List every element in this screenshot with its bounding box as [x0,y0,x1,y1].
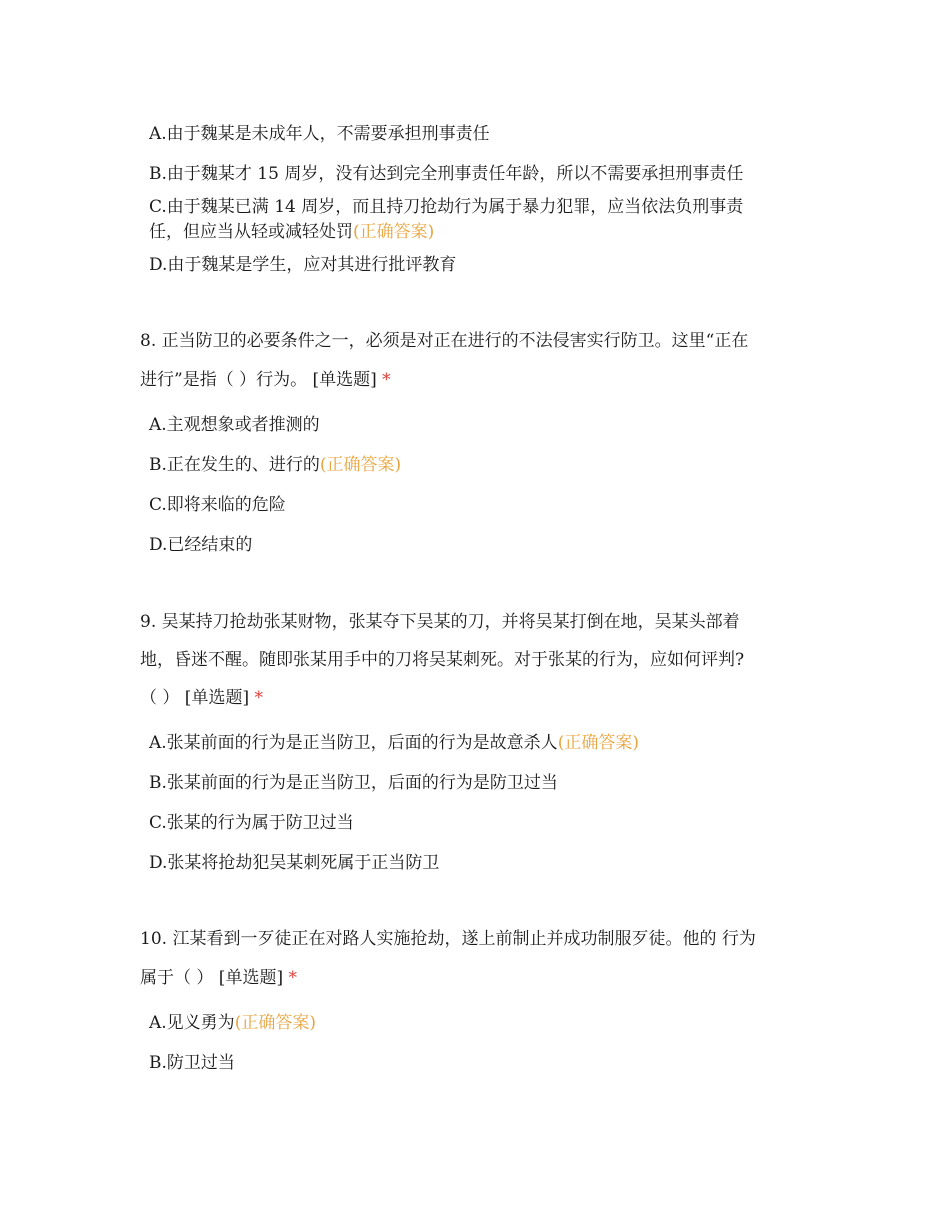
correct-answer-marker: (正确答案) [319,455,402,475]
q7-option-a: A.由于魏某是未成年人，不需要承担刑事责任 [149,124,490,144]
q7-option-c: C.由于魏某已满 14 周岁，而且持刀抢劫行为属于暴力犯罪，应当依法负刑事责 [149,197,744,217]
correct-answer-marker: (正确答案) [234,1013,316,1033]
q8-stem-line2: 进行”是指（ ）行为。 [单选题] * [140,370,391,390]
q7-option-d: D.由于魏某是学生，应对其进行批评教育 [149,255,457,275]
correct-answer-marker: (正确答案) [557,733,639,753]
q9-stem-line1: 9. 吴某持刀抢劫张某财物，张某夺下吴某的刀，并将吴某打倒在地，吴某头部着 [140,612,740,632]
q9-option-d: D.张某将抢劫犯吴某刺死属于正当防卫 [149,853,440,873]
q7-option-b: B.由于魏某才 15 周岁，没有达到完全刑事责任年龄，所以不需要承担刑事责任 [149,164,744,184]
required-asterisk: * [382,370,391,390]
q9-stem-line3: （ ） [单选题] * [140,688,263,708]
required-asterisk: * [254,688,263,708]
q9-option-b: B.张某前面的行为是正当防卫，后面的行为是防卫过当 [149,773,558,793]
q10-option-b: B.防卫过当 [149,1053,235,1073]
q9-option-a: A.张某前面的行为是正当防卫，后面的行为是故意杀人(正确答案) [149,733,639,753]
correct-answer-marker: (正确答案) [353,222,435,242]
q8-option-a: A.主观想象或者推测的 [149,415,320,435]
q8-option-c: C.即将来临的危险 [149,495,286,515]
required-asterisk: * [288,968,297,988]
q9-stem-line2: 地，昏迷不醒。随即张某用手中的刀将吴某刺死。对于张某的行为，应如何评判? [140,650,745,670]
q7-option-c-continued: 任，但应当从轻或减轻处罚(正确答案) [149,222,435,242]
q10-stem-line2: 属于（ ） [单选题] * [140,968,297,988]
q8-stem-line1: 8. 正当防卫的必要条件之一，必须是对正在进行的不法侵害实行防卫。这里“正在 [140,331,749,351]
q10-stem-line1: 10. 江某看到一歹徒正在对路人实施抢劫，遂上前制止并成功制服歹徒。他的 行为 [140,929,756,949]
q8-option-d: D.已经结束的 [149,535,253,555]
q9-option-c: C.张某的行为属于防卫过当 [149,813,354,833]
q8-option-b: B.正在发生的、进行的(正确答案) [149,455,402,475]
q10-option-a: A.见义勇为(正确答案) [149,1013,316,1033]
